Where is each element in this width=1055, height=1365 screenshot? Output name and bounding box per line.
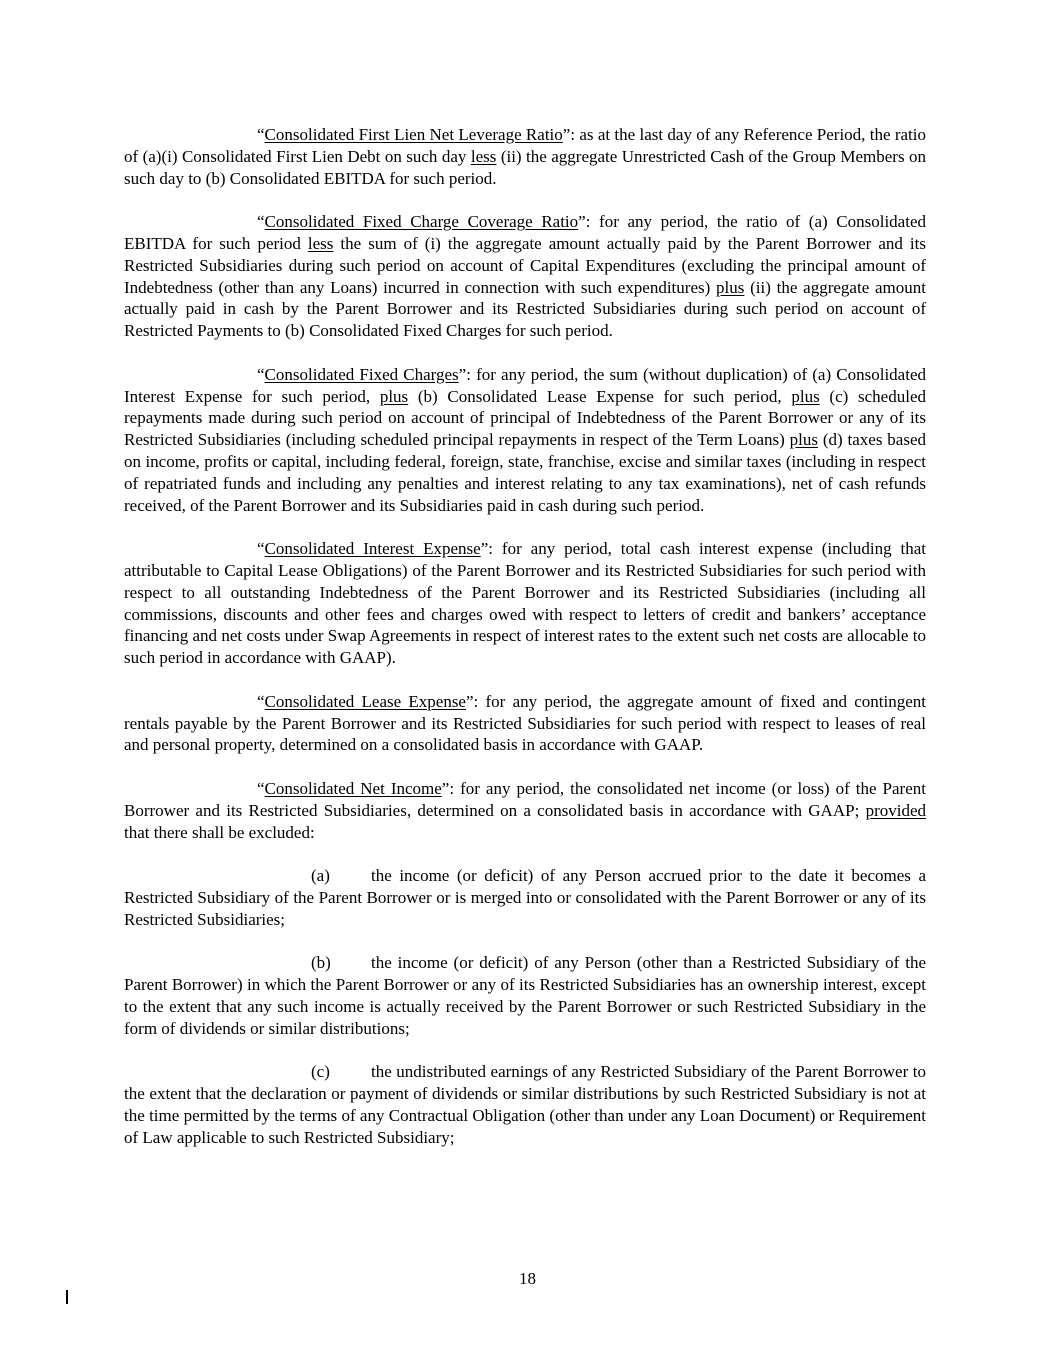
clause-text: the undistributed earnings of any Restricted Subsidiary of the Parent Borrower to the extent that the declaration or payment of dividends or similar distributions by such Restricted Subsidiary is not at the time permitted by the terms of any Contractual Obligation (other than under any Loan Document) or Requirement of Law applicable to such Restricted Subsidiary; — [124, 1062, 926, 1147]
document-body — [124, 124, 926, 1170]
underlined-connector: plus — [716, 277, 745, 297]
clause-paragraph — [124, 865, 926, 930]
definition-paragraph: “Consolidated Fixed Charge Coverage Ratio”: for any period, the ratio of (a) Consolidated EBITDA for such period less the sum of (i) the aggregate amount actually paid by the Parent Borrower and its Restricted Subsidiaries during such period on account of Capital Expenditures (excluding the principal amount of Indebtedness (other than any Loans) incurred in connection with such expenditures) plus (ii) the aggregate amount actually paid in cash by the Parent Borrower and its Restricted Subsidiaries during such period on account of Restricted Payments to (b) Consolidated Fixed Charges for such period. — [124, 212, 926, 341]
revision-bar — [66, 1290, 68, 1304]
definition-text: : for any period, the ratio of (a) Consolidated EBITDA for such period — [124, 212, 926, 253]
clause-text: the income (or deficit) of any Person accrued prior to the date it becomes a Restricted Subsidiary of the Parent Borrower or is merged into or consolidated with the Parent Borrower or any of its Restricted Subsidiaries; — [124, 866, 926, 929]
defined-term: Consolidated Net Income — [264, 778, 442, 798]
definition-text: : as at the last day of any Reference Period, the ratio of (a)(i) Consolidated First Lien Debt on such day — [124, 125, 926, 166]
underlined-connector: plus — [789, 430, 818, 450]
clause-marker: (c) — [311, 1062, 330, 1082]
definitions-list — [124, 124, 926, 843]
definition-text: : for any period, the sum (without duplication) of (a) Consolidated Interest Expense for such period, — [124, 364, 926, 406]
clause-marker: (b) — [311, 953, 331, 973]
underlined-connector: plus — [379, 386, 409, 406]
definition-text: the sum of (i) the aggregate amount actually paid by the Parent Borrower and its Restricted Subsidiaries during such period on account of Capital Expenditures (excluding the principal amount of Indebtedness (other than any Loans) incurred in connection with such expenditures) — [124, 233, 926, 297]
clause-marker: (a) — [311, 866, 330, 886]
definition-text: (ii) the aggregate Unrestricted Cash of the Group Members on such day to (b) Consolidated EBITDA for such period. — [124, 146, 927, 188]
underlined-connector: less — [470, 146, 497, 166]
clause-paragraph — [124, 952, 926, 1039]
defined-term: Consolidated Fixed Charges — [264, 364, 459, 384]
underlined-connector: plus — [791, 386, 820, 406]
definition-text: (d) taxes based on income, profits or capital, including federal, foreign, state, franchise, excise and similar taxes (including in respect of repatriated funds and including any penalties and interest relating to any tax examinations), net of cash refunds received, of the Parent Borrower and its Subsidiaries paid in cash during such period. — [124, 430, 926, 515]
definition-text: (ii) the aggregate amount actually paid in cash by the Parent Borrower and its Restricted Subsidiaries during such period on account of Restricted Payments to (b) Consolidated Fixed Charges for such period. — [124, 277, 926, 341]
definition-text: (c) scheduled repayments made during such period on account of principal of Indebtedness of the Parent Borrower or any of its Restricted Subsidiaries (including scheduled principal repayments in respect of the Term Loans) — [124, 386, 926, 450]
definition-text: : for any period, the aggregate amount of fixed and contingent rentals payable by the Parent Borrower and its Restricted Subsidiaries for such period with respect to leases of real and personal property, determined on a consolidated basis in accordance with GAAP. — [124, 691, 926, 755]
defined-term: Consolidated First Lien Net Leverage Ratio — [264, 125, 563, 144]
definition-text: that there shall be excluded: — [124, 822, 315, 842]
page-number: 18 — [519, 1269, 536, 1288]
definition-paragraph: “Consolidated Fixed Charges”: for any period, the sum (without duplication) of (a) Consolidated Interest Expense for such period, plus (b) Consolidated Lease Expense for such period, plus (c) scheduled repayments made during such period on account of principal of Indebtedness of the Parent Borrower or any of its Restricted Subsidiaries (including scheduled principal repayments in respect of the Term Loans) plus (d) taxes based on income, profits or capital, including federal, foreign, state, franchise, excise and similar taxes (including in respect of repatriated funds and including any penalties and interest relating to any tax examinations), net of cash refunds received, of the Parent Borrower and its Subsidiaries paid in cash during such period. — [124, 364, 926, 515]
definition-paragraph: “Consolidated Lease Expense”: for any period, the aggregate amount of fixed and contingent rentals payable by the Parent Borrower and its Restricted Subsidiaries for such period with respect to leases of real and personal property, determined on a consolidated basis in accordance with GAAP. — [124, 691, 926, 755]
underlined-connector: less — [307, 233, 334, 253]
underlined-connector: provided — [865, 800, 926, 820]
exclusions-list — [124, 865, 926, 1148]
defined-term: Consolidated Lease Expense — [264, 691, 466, 711]
definition-text: : for any period, the consolidated net income (or loss) of the Parent Borrower and its Restricted Subsidiaries, determined on a consolidated basis in accordance with GAAP; — [124, 778, 926, 820]
clause-text: the income (or deficit) of any Person (other than a Restricted Subsidiary of the Parent Borrower) in which the Parent Borrower or any of its Restricted Subsidiaries has an ownership interest, except to the extent that any such income is actually received by the Parent Borrower or such Restricted Subsidiary in the form of dividends or similar distributions; — [124, 953, 926, 1038]
defined-term: Consolidated Interest Expense — [264, 539, 481, 559]
definition-text: (b) Consolidated Lease Expense for such period, — [408, 386, 792, 406]
definition-text: : for any period, total cash interest expense (including that attributable to Capital Lease Obligations) of the Parent Borrower and its Restricted Subsidiaries for such period with respect to all outstanding Indebtedness of the Parent Borrower and its Restricted Subsidiaries (including all commissions, discounts and other fees and charges owed with respect to letters of credit and bankers’ acceptance financing and net costs under Swap Agreements in respect of interest rates to the extent such net costs are allocable to such period in accordance with GAAP). — [124, 539, 926, 668]
definition-paragraph: “Consolidated Net Income”: for any period, the consolidated net income (or loss) of the Parent Borrower and its Restricted Subsidiaries, determined on a consolidated basis in accordance with GAAP; provided that there shall be excluded: — [124, 778, 926, 842]
definition-paragraph: “Consolidated Interest Expense”: for any period, total cash interest expense (including that attributable to Capital Lease Obligations) of the Parent Borrower and its Restricted Subsidiaries for such period with respect to all outstanding Indebtedness of the Parent Borrower and its Restricted Subsidiaries (including all commissions, discounts and other fees and charges owed with respect to letters of credit and bankers’ acceptance financing and net costs under Swap Agreements in respect of interest rates to the extent such net costs are allocable to such period in accordance with GAAP). — [124, 539, 926, 668]
definition-paragraph: “Consolidated First Lien Net Leverage Ratio”: as at the last day of any Reference Period, the ratio of (a)(i) Consolidated First Lien Debt on such day less (ii) the aggregate Unrestricted Cash of the Group Members on such day to (b) Consolidated EBITDA for such period. — [124, 125, 927, 188]
clause-paragraph — [124, 1061, 926, 1148]
defined-term: Consolidated Fixed Charge Coverage Ratio — [264, 212, 579, 232]
